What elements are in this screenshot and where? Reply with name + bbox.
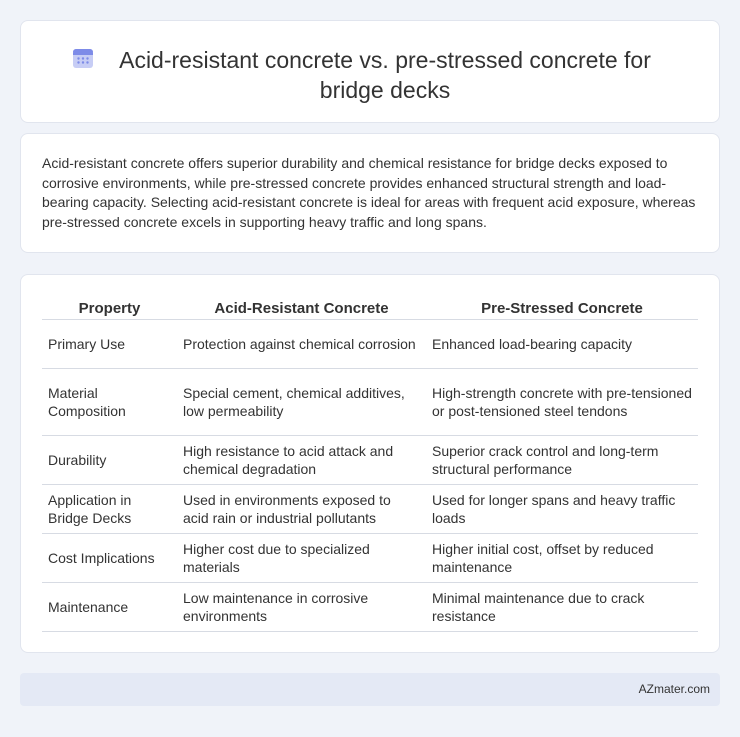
table-row bbox=[42, 319, 698, 368]
pre-stressed-cell: Enhanced load-bearing capacity bbox=[426, 319, 698, 368]
acid-resistant-cell: Protection against chemical corrosion bbox=[177, 319, 426, 368]
page-title: Acid-resistant concrete vs. pre-stressed concrete for bridge decks bbox=[119, 47, 651, 103]
table-row bbox=[42, 484, 698, 533]
title-card bbox=[20, 20, 720, 123]
comparison-card bbox=[20, 274, 720, 653]
acid-resistant-cell: Used in environments exposed to acid rain or industrial pollutants bbox=[177, 484, 426, 533]
acid-resistant-cell: Low maintenance in corrosive environments bbox=[177, 582, 426, 631]
column-header-property: Property bbox=[42, 292, 177, 319]
property-cell: Maintenance bbox=[42, 582, 177, 631]
property-cell: Application in Bridge Decks bbox=[42, 484, 177, 533]
comparison-table bbox=[42, 292, 698, 632]
property-cell: Primary Use bbox=[42, 319, 177, 368]
table-row bbox=[42, 435, 698, 484]
column-header-pre-stressed: Pre-Stressed Concrete bbox=[426, 292, 698, 319]
acid-resistant-cell: Higher cost due to specialized materials bbox=[177, 533, 426, 582]
pre-stressed-cell: Superior crack control and long-term structural performance bbox=[426, 435, 698, 484]
summary-card bbox=[20, 133, 720, 253]
property-cell: Material Composition bbox=[42, 368, 177, 435]
table-row bbox=[42, 368, 698, 435]
table-header-row bbox=[42, 292, 698, 319]
pre-stressed-cell: High-strength concrete with pre-tensioned or post-tensioned steel tendons bbox=[426, 368, 698, 435]
table-row bbox=[42, 533, 698, 582]
pre-stressed-cell: Minimal maintenance due to crack resistance bbox=[426, 582, 698, 631]
acid-resistant-cell: High resistance to acid attack and chemical degradation bbox=[177, 435, 426, 484]
column-header-acid-resistant: Acid-Resistant Concrete bbox=[177, 292, 426, 319]
property-cell: Cost Implications bbox=[42, 533, 177, 582]
pre-stressed-cell: Higher initial cost, offset by reduced maintenance bbox=[426, 533, 698, 582]
acid-resistant-cell: Special cement, chemical additives, low permeability bbox=[177, 368, 426, 435]
footer-brand: AZmater.com bbox=[638, 682, 710, 696]
footer-bar bbox=[20, 673, 720, 706]
summary-text: Acid-resistant concrete offers superior durability and chemical resistance for bridge decks exposed to corrosive environments, while pre-stressed concrete provides enhanced structural strength and load-bearing capacity. Selecting acid-resistant concrete is ideal for areas with frequent acid exposure, whereas pre-stressed concrete excels in supporting heavy traffic and long spans. bbox=[42, 155, 696, 230]
pre-stressed-cell: Used for longer spans and heavy traffic loads bbox=[426, 484, 698, 533]
property-cell: Durability bbox=[42, 435, 177, 484]
table-row bbox=[42, 582, 698, 631]
